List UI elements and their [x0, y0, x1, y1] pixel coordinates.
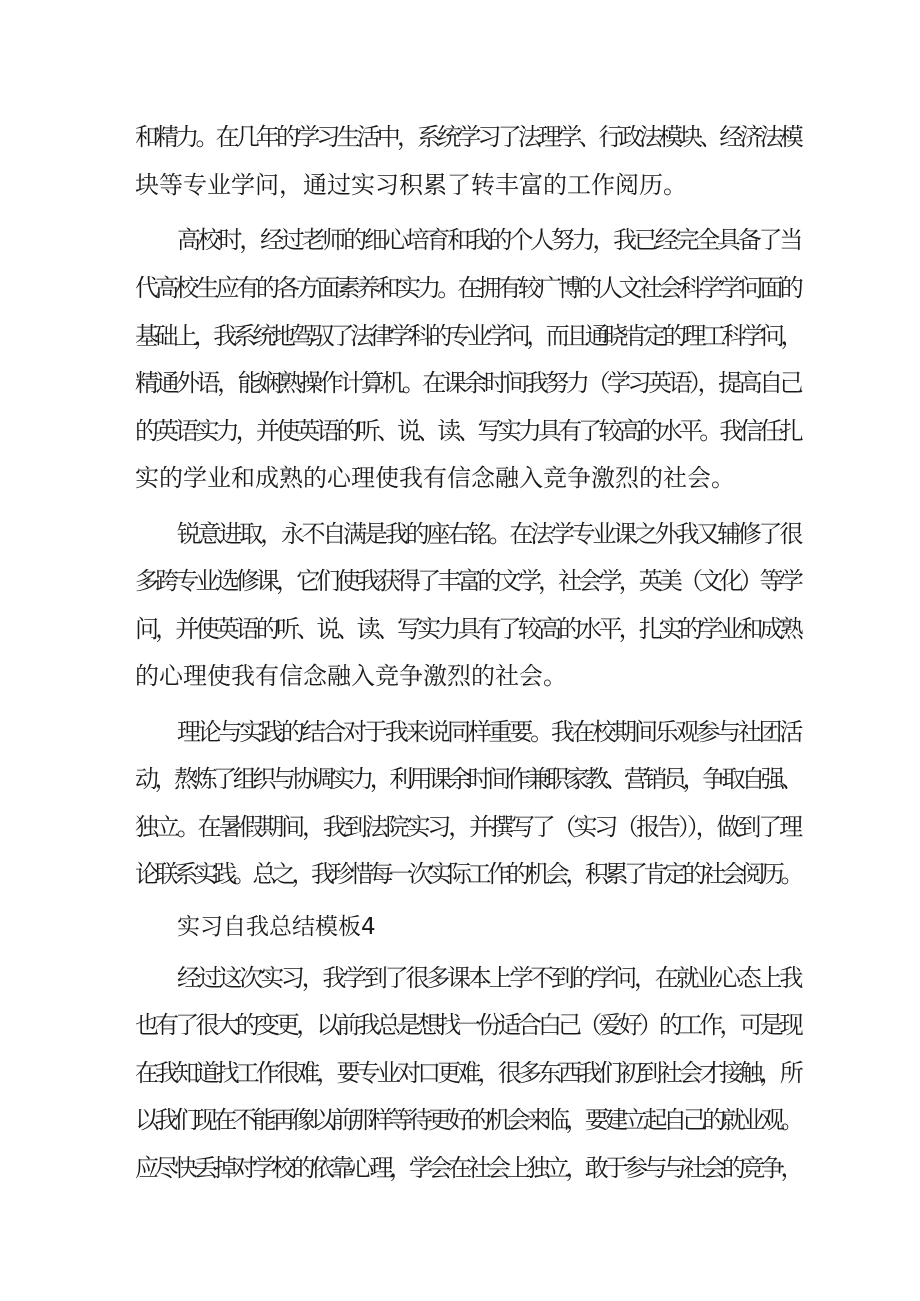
- text-line: 的英语实力，并使英语的听、说、读、写实力具有了较高的水平。我信任扎: [135, 417, 800, 445]
- text-line: 以我们现在不能再像以前那样等待更好的机会来临，要建立起自己的就业观。: [135, 1106, 801, 1134]
- text-line: 应尽快丢掉对学校的依靠心理，学会在社会上独立，敢于参与与社会的竞争，: [135, 1154, 801, 1182]
- section-heading: 实习自我总结模板4: [177, 914, 376, 940]
- text-line: 块等专业学问，通过实习积累了转丰富的工作阅历。: [135, 171, 687, 199]
- text-line: 和精力。在几年的学习生活中，系统学习了法理学、行政法模块、经济法模: [135, 123, 800, 151]
- text-line: 在我知道找工作很难，要专业对口更难，很多东西我们初到社会才接触，所: [135, 1059, 800, 1087]
- text-line: 问，并使英语的听、说、读、写实力具有了较高的水平，扎实的学业和成熟: [135, 615, 800, 643]
- paragraph-start-line: 理论与实践的结合对于我来说同样重要。我在校期间乐观参与社团活: [177, 718, 801, 746]
- paragraph-start-line: 高校时，经过老师的细心培育和我的个人努力，我已经完全具备了当: [177, 226, 801, 254]
- text-line: 论联系实践。总之，我珍惜每一次实际工作的机会，积累了肯定的社会阅历。: [135, 860, 801, 888]
- text-line: 也有了很大的变更，以前我总是想找一份适合白己（爱好）的工作，可是现: [135, 1011, 800, 1039]
- text-line: 的心理使我有信念融入竞争激烈的社会。: [135, 662, 567, 690]
- paragraph-start-line: 锐意进取，永不自满是我的座右铭。在法学专业课之外我又辅修了很: [177, 520, 801, 548]
- text-line: 精通外语，能娴熟操作计算机。在课余时间我努力（学习英语），提高自己: [135, 369, 801, 397]
- text-line: 代高校生应有的各方面素养和实力。在拥有较广博的人文社会科学学问面的: [135, 274, 800, 302]
- text-line: 基础上，我系统地驾驭了法律学科的专业学问，而且通晓肯定的理工科学问，: [135, 322, 801, 350]
- text-line: 多跨专业选修课，它们使我获得了丰富的文学，社会学，英美（文化）等学: [135, 567, 800, 595]
- paragraph-start-line: 经过这次实习，我学到了很多课本上学不到的学问，在就业心态上我: [177, 964, 801, 992]
- text-line: 独立。在暑假期间，我到法院实习，并撰写了（实习（报告）），做到了理: [135, 813, 801, 841]
- text-line: 动，熬炼了组织与协调实力，利用课余时间作兼职家教、营销员，争取自强、: [135, 765, 801, 793]
- text-line: 实的学业和成熟的心理使我有信念融入竞争激烈的社会。: [135, 464, 735, 492]
